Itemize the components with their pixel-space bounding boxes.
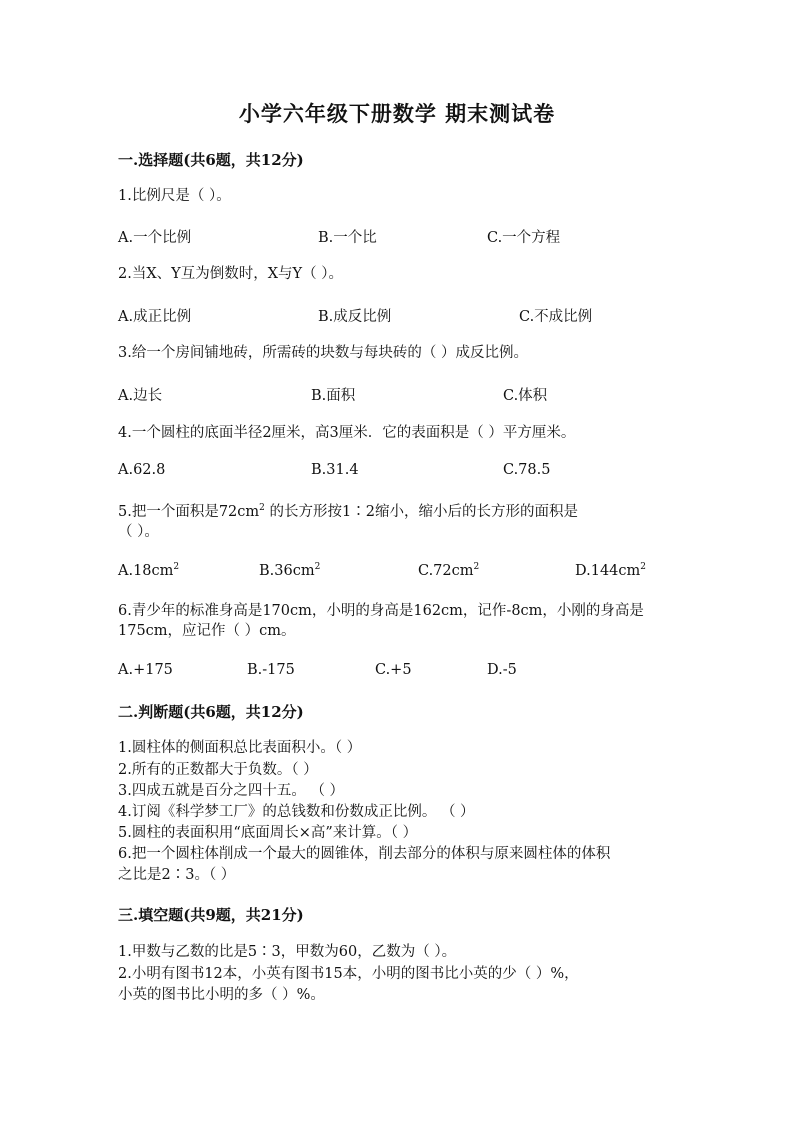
option-a: A.边长 xyxy=(118,388,163,404)
option-a: A.一个比例 xyxy=(118,230,192,246)
question-text: 1.比例尺是（ ）。 xyxy=(118,188,231,204)
question-text: 2.当X、Y互为倒数时，X与Y（ ）。 xyxy=(118,266,343,282)
list-item: 2.所有的正数都大于负数。（ ） xyxy=(118,762,318,778)
option-a: A.成正比例 xyxy=(118,309,192,325)
question-text: 5.把一个面积是$72cm^2$ 的长方形按1∶2缩小，缩小后的长方形的面积是 xyxy=(118,503,578,520)
section-heading-choice: 一.选择题(共6题，共12分) xyxy=(118,151,304,169)
page-title: 小学六年级下册数学 期末测试卷 xyxy=(238,101,556,126)
list-item: 6.把一个圆柱体削成一个最大的圆锥体，削去部分的体积与原来圆柱体的体积 xyxy=(118,846,611,862)
list-item: 2.小明有图书12本，小英有图书15本，小明的图书比小英的少（ ）%， xyxy=(118,966,579,982)
option-a: A.62.8 xyxy=(118,462,166,478)
question-text-line2: 175cm，应记作（ ）cm。 xyxy=(118,623,296,639)
option-d: D.-5 xyxy=(487,662,517,678)
option-c: C.78.5 xyxy=(503,462,551,478)
option-c: C.+5 xyxy=(375,662,412,678)
list-item: 小英的图书比小明的多（ ）%。 xyxy=(118,987,325,1003)
list-item: 1.甲数与乙数的比是5∶3，甲数为60，乙数为（ ）。 xyxy=(118,944,457,960)
list-item: 之比是2∶3。（ ） xyxy=(118,867,236,883)
question-text: 4.一个圆柱的底面半径2厘米，高3厘米．它的表面积是（ ）平方厘米。 xyxy=(118,425,576,441)
option-a: A.+175 xyxy=(118,662,173,678)
option-b: $B.36cm^2$ xyxy=(259,562,321,579)
option-b: B.-175 xyxy=(247,662,295,678)
list-item: 4.订阅《科学梦工厂》的总钱数和份数成正比例。 （ ） xyxy=(118,804,475,820)
list-item: 5.圆柱的表面积用“底面周长×高”来计算。（ ） xyxy=(118,825,418,841)
option-b: B.成反比例 xyxy=(318,309,392,325)
option-c: $C.72cm^2$ xyxy=(418,562,480,579)
option-c: C.体积 xyxy=(503,388,548,404)
question-text: 3.给一个房间铺地砖，所需砖的块数与每块砖的（ ）成反比例。 xyxy=(118,345,528,361)
section-heading-fill: 三.填空题(共9题，共21分) xyxy=(118,906,304,924)
list-item: 1.圆柱体的侧面积总比表面积小。（ ） xyxy=(118,740,362,756)
question-text-line2: （ ）。 xyxy=(118,524,159,540)
option-b: B.一个比 xyxy=(318,230,377,246)
option-c: C.不成比例 xyxy=(519,309,593,325)
option-c: C.一个方程 xyxy=(487,230,561,246)
section-heading-judgement: 二.判断题(共6题，共12分) xyxy=(118,703,304,721)
question-text: 6.青少年的标准身高是170cm，小明的身高是162cm，记作-8cm，小刚的身高是 xyxy=(118,603,644,619)
option-a: $A.18cm^2$ xyxy=(118,562,180,579)
list-item: 3.四成五就是百分之四十五。 （ ） xyxy=(118,783,345,799)
option-d: $D.144cm^2$ xyxy=(575,562,646,579)
option-b: B.面积 xyxy=(311,388,356,404)
option-b: B.31.4 xyxy=(311,462,359,478)
